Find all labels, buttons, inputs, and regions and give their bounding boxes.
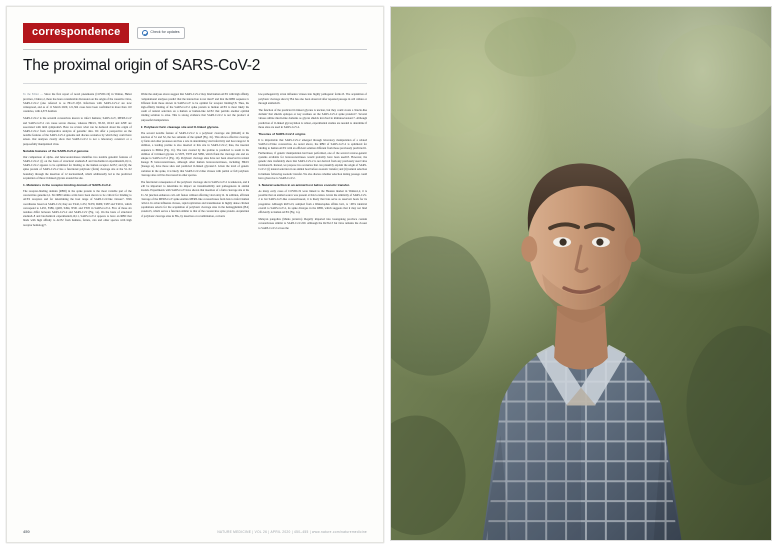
section-tag: correspondence xyxy=(23,23,129,43)
paragraph-text: Since the first report of novel pneumonia (COVID-19) in Wuhan, Hubei province, China1,2, there has been considerable discussion on the origin of the causative virus, SARS-CoV-2 (also referred to as HCoV-19)3. Infections with SARS-CoV-2 are now widespread, and as of 11 March 2020, 121,564 cases have been confirmed in more than 110 countries, with 4,373 deaths4. xyxy=(23,92,132,114)
paragraph: Malayan pangolins (Manis javanica) illegally imported into Guangdong province contain coronaviruses similar to SARS-CoV-220. Although the RaTG13 bat virus remains the closest to SARS-CoV-2 across the xyxy=(258,217,368,230)
section-heading: Theories of SARS-CoV-2 origins xyxy=(258,131,306,136)
paragraph: It is improbable that SARS-CoV-2 emerged through laboratory manipulation of a related SARS-CoV-like coronavirus. As noted above, the RBD of SARS-CoV-2 is optimized for binding to human ACE2 with an efficient solution different from those previously predicted11. Furthermore, if genetic manipulation had been performed, one of the several reverse-genetic systems available for betacoronaviruses would probably have been used18. However, the genetic data irrefutably show that SARS-CoV-2 is not derived from any previously used virus backbone19. Instead, we propose two scenarios that can plausibly explain the origin of SARS-CoV-2: (i) natural selection in an animal host before zoonotic transfer; and (ii) natural selection in humans following zoonotic transfer. We also discuss whether selection during passage could have given rise to SARS-CoV-2. xyxy=(258,138,368,180)
paragraph: Our comparison of alpha- and betacoronaviruses identifies two notable genomic features of SARS-CoV-2: (i) on the basis of structural studies6–8 and biochemical experiments9,10,11, SARS-CoV-2 appears to be optimized for binding to the human receptor ACE2; and (ii) the spike protein of SARS-CoV-2 has a functional polybasic (furin) cleavage site at the S1–S2 boundary through the insertion of 12 nucleotides8, which additionally led to the predicted acquisition of three O-linked glycans around the site. xyxy=(23,154,132,180)
paragraph: The function of the predicted O-linked glycans is unclear, but they could create a 'mucin-like domain' that shields epitopes or key residues on the SARS-CoV-2 spike protein17. Several viruses utilize mucin-like domains as glycan shields involved in immunoevasion17. Although prediction of O-linked glycosylation is robust, experimental studies are needed to determine if these sites are used in SARS-CoV-2. xyxy=(258,107,368,129)
crossmark-icon xyxy=(142,30,148,36)
portrait-photo-graphic xyxy=(391,7,771,540)
paragraph: low-pathogenicity avian influenza viruses into highly pathogenic forms15. The acquisition of polybasic cleavage sites by HA has also been observed after repeated passage in cell culture or through animals16. xyxy=(258,92,368,105)
article-column-1 xyxy=(23,92,132,524)
page-title: The proximal origin of SARS-CoV-2 xyxy=(23,57,261,74)
section-heading: Notable features of the SARS-CoV-2 genome xyxy=(23,148,89,153)
page-number: 450 xyxy=(23,529,30,534)
photo-pane xyxy=(390,0,778,547)
lead-in: To the Editor — xyxy=(23,92,44,97)
paragraph: SARS-CoV-2 is the seventh coronavirus known to infect humans; SARS-CoV, MERS-CoV and SARS-CoV-2 can cause severe disease, whereas HKU1, NL63, OC43 and 229E are associated with mild symptoms5. Here we review what can be deduced about the origin of SARS-CoV-2 from comparative analysis of genomic data. We offer a perspective on the notable features of the SARS-CoV-2 genome and discuss scenarios by which they could have arisen. Our analyses clearly show that SARS-CoV-2 is not a laboratory construct or a purposefully manipulated virus. xyxy=(23,116,132,146)
page-header xyxy=(23,23,367,43)
portrait-photo xyxy=(390,6,772,541)
paragraph: The functional consequence of the polybasic cleavage site in SARS-CoV-2 is unknown, and it will be important to determine its impact on transmissibility and pathogenesis in animal models. Experiments with SARS-CoV have shown that insertion of a furin cleavage site at the S1–S2 junction enhances cell–cell fusion without affecting viral entry12. In addition, efficient cleavage of the MERS-CoV spike enables MERS-like coronaviruses from bats to infect human cells14. In avian influenza viruses, rapid replication and transmission in highly dense chicken populations selects for the acquisition of polybasic cleavage sites in the hemagglutinin (HA) protein15, which serves a function similar to that of the coronavirus spike protein. Acquisition of polybasic cleavage sites in HA, by insertion or recombination, converts xyxy=(140,180,250,218)
section-heading: 1. Natural selection in an animal host before zoonotic transfer. xyxy=(258,183,350,188)
title-divider xyxy=(23,83,367,84)
section-heading: 2. Polybasic furin cleavage site and O-linked glycans. xyxy=(140,124,220,129)
paragraph: While the analyses above suggest that SARS-CoV-2 may bind human ACE2 with high affinity, computational analyses predict that the interaction is not ideal7 and that the RBD sequence is different from those shown in SARS-CoV to be optimal for receptor binding7,8. Thus, the high-affinity binding of the SARS-CoV-2 spike protein to human ACE2 is most likely the result of natural selection on a human or human-like ACE2 that permits another optimal binding solution to arise. This is strong evidence that SARS-CoV-2 is not the product of purposeful manipulation. xyxy=(140,92,250,122)
journal-page xyxy=(6,6,384,543)
crossmark-badge[interactable] xyxy=(137,27,184,39)
page-footer xyxy=(23,529,367,534)
paragraph: The second notable feature of SARS-CoV-2 is a polybasic cleavage site (RRAR) at the junction of S1 and S2, the two subunits of the spike8 (Fig. 1b). This allows effective cleavage by furin and other proteases and has a role in determining viral infectivity and host range12. In addition, a leading proline is also inserted at this site in SARS-CoV-2; thus, the inserted sequence is PRRA (Fig. 1b). The turn created by the proline is predicted to result in the addition of O-linked glycans to S673, T678 and S686, which flank the cleavage site and are unique to SARS-CoV-2 (Fig. 1b). Polybasic cleavage sites have not been observed in related lineage B betacoronaviruses, although other human betacoronaviruses, including HKU1 (lineage A), have those sites and predicted O-linked glycans13. Given the level of genetic variation in the spike, it is likely that SARS-CoV-2-like viruses with partial or full polybasic cleavage sites will be discovered in other species. xyxy=(140,130,250,177)
journal-citation: NATURE MEDICINE | VOL 26 | APRIL 2020 | 450–455 | www.nature.com/naturemedicine xyxy=(217,529,367,534)
article-column-2 xyxy=(141,92,250,524)
paragraph: The receptor-binding domain (RBD) in the spike protein is the most variable part of the coronavirus genome1,2. Six RBD amino acids have been shown to be critical for binding to ACE2 receptors and for determining the host range of SARS-CoV-like viruses7. With coordinates based on SARS-CoV, they are Y442, L472, N479, D480, T487 and Y4911, which correspond to L455, F486, Q493, S494, N501 and Y505 in SARS-CoV-2. Five of these six residues differ between SARS-CoV-2 and SARS-CoV (Fig. 1a). On the basis of structural studies6–8 and biochemical experiments9,10,11, SARS-CoV-2 appears to have an RBD that binds with high affinity to ACE2 from humans, ferrets, cats and other species with high receptor homology7. xyxy=(23,189,132,227)
header-divider xyxy=(23,49,367,50)
article-columns xyxy=(23,92,367,524)
section-heading: 1. Mutations in the receptor-binding domain of SARS-CoV-2. xyxy=(23,183,112,188)
paragraph xyxy=(23,92,132,113)
paragraph: As many early cases of COVID-19 were linked to the Huanan market in Wuhan1,2, it is possible that an animal source was present at this location. Given the similarity of SARS-CoV-2 to bat SARS-CoV-like coronaviruses2, it is likely that bats serve as reservoir hosts for its progenitor. Although RaTG13, sampled from a Rhinolophus affinis bat1, is ~96% identical overall to SARS-CoV-2, its spike diverges in the RBD, which suggests that it may not bind efficiently to human ACE2 (Fig. 1a). xyxy=(258,189,368,215)
crossmark-label: Check for updates xyxy=(150,30,180,35)
article-column-3 xyxy=(258,92,367,524)
